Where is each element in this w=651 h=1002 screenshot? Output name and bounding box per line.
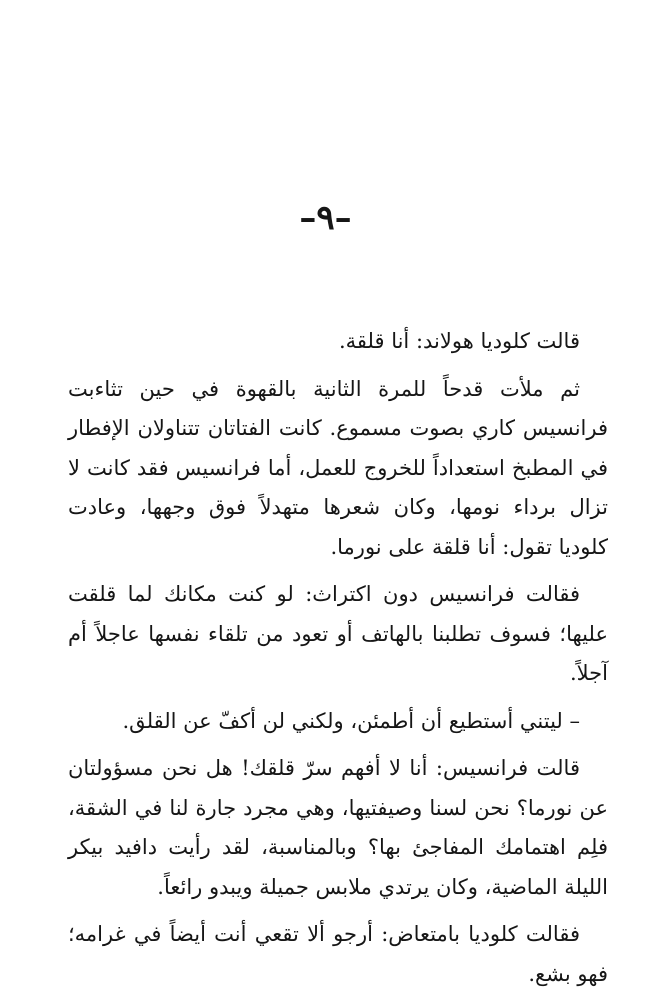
body-text [68, 322, 608, 1002]
paragraph: ثم ملأت قدحاً للمرة الثانية بالقهوة في حين تثاءبت فرانسيس كاري بصوت مسموع. كانت الفتاتان تتناولان الإفطار في المطبخ استعداداً للخروج للعمل، أما فرانسيس فقد كانت لا تزال برداء نومها، وكان شعرها متهدلاً فوق وجهها، وعادت كلوديا تقول: أنا قلقة على نورما. [68, 376, 608, 559]
paragraph: فقالت كلوديا بامتعاض: أرجو ألا تقعي أنت أيضاً في غرامه؛ فهو بشع. [68, 922, 608, 986]
paragraph: قالت كلوديا هولاند: أنا قلقة. [338, 329, 580, 353]
paragraph: فقالت فرانسيس دون اكتراث: لو كنت مكانك لما قلقت عليها؛ فسوف تطلبنا بالهاتف أو تعود من تلقاء نفسها عاجلاً أم آجلاً. [68, 582, 608, 685]
paragraph: قالت فرانسيس: أنا لا أفهم سرّ قلقك! هل نحن مسؤولتان عن نورما؟ نحن لسنا وصيفتيها، وهي مجرد جارة لنا في الشقة، فلِم اهتمامك المفاجئ بها؟ وبالمناسبة، لقد رأيت دافيد بيكر الليلة الماضية، وكان يرتدي ملابس جميلة ويبدو رائعاً. [68, 756, 608, 899]
chapter-number: –٩– [299, 198, 352, 238]
paragraph: – ليتني أستطيع أن أطمئن، ولكني لن أكفّ عن القلق. [122, 708, 580, 733]
